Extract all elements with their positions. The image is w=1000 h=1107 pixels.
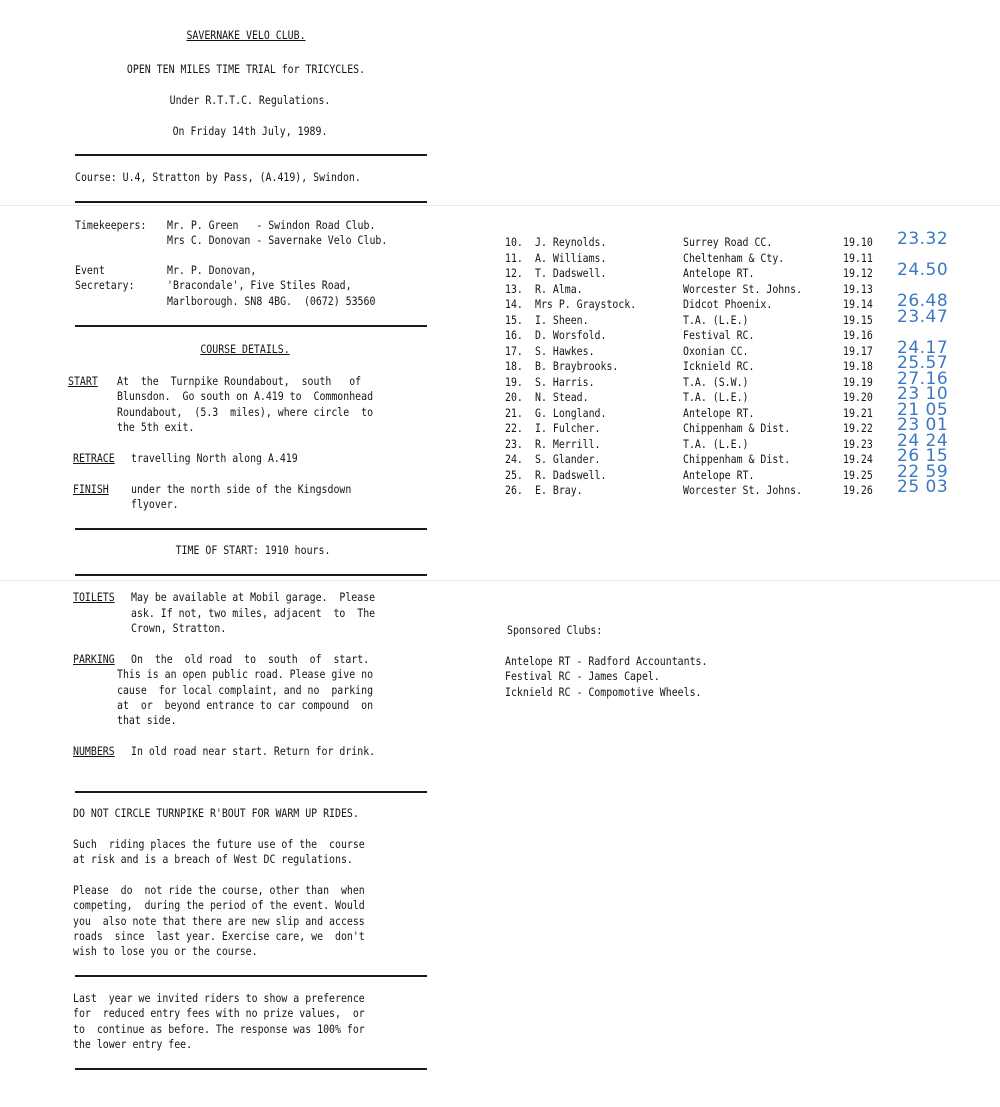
rider-number: 17. (505, 343, 523, 358)
start-list-row (505, 353, 965, 374)
warning-text-2: at risk and is a breach of West DC regulations. (73, 852, 353, 866)
divider (75, 528, 427, 530)
warning-text-7: wish to lose you or the course. (73, 944, 258, 958)
start-text-3: Roundabout, (5.3 miles), where circle to (117, 405, 374, 419)
rider-name: I. Fulcher. (535, 421, 601, 435)
rider-number: 11. (505, 250, 523, 265)
rider-number: 12. (505, 266, 523, 280)
rider-number: 25. (505, 467, 523, 482)
toilets-label: TOILETS (73, 590, 115, 604)
handwritten-result: 26 15 (897, 446, 949, 466)
retrace-text: travelling North along A.419 (131, 451, 298, 465)
start-time: 19.24 (843, 452, 873, 466)
warning-text-3: Please do not ride the course, other than when (73, 883, 365, 897)
rider-name: S. Hawkes. (535, 343, 595, 358)
rider-name: B. Braybrooks. (535, 359, 619, 373)
start-list-row (505, 430, 965, 452)
numbers-label: NUMBERS (73, 744, 115, 758)
timekeeper-2: Mrs C. Donovan - Savernake Velo Club. (167, 233, 388, 247)
toilets-text-3: Crown, Stratton. (131, 621, 227, 635)
start-list-row (505, 260, 965, 281)
start-time: 19.10 (843, 235, 873, 249)
start-time: 19.23 (843, 436, 873, 451)
divider (75, 791, 427, 793)
sponsors-heading: Sponsored Clubs: (507, 623, 603, 637)
toilets-text-1: May be available at Mobil garage. Please (131, 590, 376, 604)
rider-number: 22. (505, 421, 523, 435)
start-list-row (505, 477, 965, 498)
entry-fee-text-2: for reduced entry fees with no prize values, or (73, 1006, 365, 1020)
rider-name: N. Stead. (535, 390, 589, 404)
rider-number: 13. (505, 281, 523, 296)
rider-name: E. Bray. (535, 483, 583, 497)
numbers-text: In old road near start. Return for drink. (131, 744, 376, 758)
timekeepers-label: Timekeepers: (75, 218, 147, 232)
parking-text-1: On the old road to south of start. (131, 652, 370, 666)
finish-text-1: under the north side of the Kingsdown (131, 482, 352, 496)
rider-number: 26. (505, 483, 523, 497)
start-text-2: Blunsdon. Go south on A.419 to Commonhead (117, 389, 374, 403)
rider-name: T. Dadswell. (535, 266, 607, 280)
rider-club: Antelope RT. (683, 266, 755, 280)
handwritten-result: 25.57 (897, 353, 949, 373)
rider-club: Didcot Phoenix. (683, 297, 773, 311)
start-list-row (505, 327, 965, 343)
rider-name: J. Reynolds. (535, 235, 607, 249)
rider-club: Worcester St. Johns. (683, 483, 803, 497)
rider-name: R. Alma. (535, 281, 583, 296)
sponsor-item: Festival RC - James Capel. (505, 669, 660, 683)
start-list-row (505, 415, 965, 436)
rider-club: Chippenham & Dist. (683, 452, 791, 466)
rider-club: T.A. (L.E.) (683, 436, 749, 451)
event-date: On Friday 14th July, 1989. (172, 124, 328, 138)
start-time: 19.11 (843, 250, 873, 265)
start-time: 19.19 (843, 374, 873, 389)
rider-name: A. Williams. (535, 250, 607, 265)
start-time: 19.17 (843, 343, 873, 358)
rider-number: 14. (505, 297, 523, 311)
divider (75, 325, 427, 327)
parking-text-3: cause for local complaint, and no parking (117, 683, 374, 697)
start-list-row (505, 306, 965, 328)
finish-label: FINISH (73, 482, 109, 496)
handwritten-result: 26.48 (897, 291, 949, 311)
warning-text-4: competing, during the period of the event. Would (73, 898, 365, 912)
rider-number: 23. (505, 436, 523, 451)
rider-name: R. Dadswell. (535, 467, 607, 482)
handwritten-result: 25 03 (897, 477, 949, 497)
divider (75, 975, 427, 977)
retrace-label: RETRACE (73, 451, 115, 465)
start-time: 19.14 (843, 297, 873, 311)
rider-club: Antelope RT. (683, 467, 755, 482)
start-time: 19.15 (843, 312, 873, 327)
parking-label: PARKING (73, 652, 115, 666)
start-list-row (505, 250, 965, 266)
rider-number: 19. (505, 374, 523, 389)
handwritten-result: 22 59 (897, 461, 949, 482)
rider-name: Mrs P. Graystock. (535, 297, 637, 311)
entry-fee-text-3: to continue as before. The response was 100% for (73, 1022, 365, 1036)
start-time: 19.26 (843, 483, 873, 497)
start-list-row (505, 291, 965, 312)
club-title: SAVERNAKE VELO CLUB. (186, 28, 306, 42)
start-time: 19.16 (843, 328, 873, 342)
rider-club: Worcester St. Johns. (683, 281, 803, 296)
parking-text-4: at or beyond entrance to car compound on (117, 698, 374, 712)
rider-club: Oxonian CC. (683, 343, 749, 358)
event-title: OPEN TEN MILES TIME TRIAL for TRICYCLES. (126, 62, 366, 76)
rider-name: G. Longland. (535, 405, 607, 420)
sponsor-item: Icknield RC - Compomotive Wheels. (505, 685, 702, 699)
handwritten-result: 23.47 (897, 306, 949, 327)
rider-club: Antelope RT. (683, 405, 755, 420)
warm-up-warning: DO NOT CIRCLE TURNPIKE R'BOUT FOR WARM UP RIDES. (73, 806, 359, 820)
rider-club: T.A. (S.W.) (683, 374, 749, 389)
secretary-label-1: Event (75, 263, 105, 277)
rider-club: Icknield RC. (683, 359, 755, 373)
start-time: 19.20 (843, 390, 873, 404)
secretary-label-2: Secretary: (75, 278, 135, 292)
secretary-address: 'Bracondale', Five Stiles Road, (167, 278, 352, 292)
handwritten-result: 27.16 (897, 368, 949, 389)
start-text-4: the 5th exit. (117, 420, 195, 434)
course-details-heading: COURSE DETAILS. (200, 342, 290, 356)
start-label: START (68, 374, 98, 388)
rider-name: D. Worsfold. (535, 328, 607, 342)
entry-fee-text-1: Last year we invited riders to show a preference (73, 991, 365, 1005)
finish-text-2: flyover. (131, 497, 179, 511)
start-time: 19.21 (843, 405, 873, 420)
rider-club: T.A. (L.E.) (683, 390, 749, 404)
start-list-row (505, 281, 965, 297)
divider (75, 574, 427, 576)
toilets-text-2: ask. If not, two miles, adjacent to The (131, 606, 376, 620)
rider-club: T.A. (L.E.) (683, 312, 749, 327)
divider (75, 201, 427, 203)
secretary-town-phone: Marlborough. SN8 4BG. (0672) 53560 (167, 294, 376, 308)
rider-club: Festival RC. (683, 328, 755, 342)
handwritten-result: 23 10 (897, 384, 949, 404)
start-time: 19.12 (843, 266, 873, 280)
start-time: 19.13 (843, 281, 873, 296)
rider-number: 15. (505, 312, 523, 327)
handwritten-result: 24.50 (897, 260, 949, 280)
warning-text-6: roads since last year. Exercise care, we don't (73, 929, 365, 943)
start-list-row (505, 368, 965, 390)
handwritten-result: 21 05 (897, 399, 949, 420)
rider-number: 24. (505, 452, 523, 466)
rider-name: R. Merrill. (535, 436, 601, 451)
start-list-row (505, 461, 965, 483)
rider-club: Cheltenham & Cty. (683, 250, 785, 265)
timekeeper-1: Mr. P. Green - Swindon Road Club. (167, 218, 376, 232)
start-text-1: At the Turnpike Roundabout, south of (117, 374, 362, 388)
warning-text-1: Such riding places the future use of the course (73, 837, 365, 851)
start-list-row (505, 399, 965, 421)
sponsor-item: Antelope RT - Radford Accountants. (505, 654, 708, 668)
rider-number: 16. (505, 328, 523, 342)
divider (75, 154, 427, 156)
parking-text-2: This is an open public road. Please give no (117, 667, 374, 681)
rider-number: 21. (505, 405, 523, 420)
handwritten-result: 24 24 (897, 430, 949, 451)
rider-name: I. Sheen. (535, 312, 589, 327)
start-time: 19.25 (843, 467, 873, 482)
handwritten-result: 23 01 (897, 415, 949, 435)
rider-name: S. Harris. (535, 374, 595, 389)
rider-club: Chippenham & Dist. (683, 421, 791, 435)
start-list-row (505, 229, 965, 250)
rider-number: 20. (505, 390, 523, 404)
rider-club: Surrey Road CC. (683, 235, 773, 249)
start-list-row (505, 446, 965, 467)
start-time: 19.18 (843, 359, 873, 373)
start-time: 19.22 (843, 421, 873, 435)
divider (75, 1068, 427, 1070)
parking-text-5: that side. (117, 713, 177, 727)
rider-number: 10. (505, 235, 523, 249)
handwritten-result: 23.32 (897, 229, 949, 249)
entry-fee-text-4: the lower entry fee. (73, 1037, 193, 1051)
course-line: Course: U.4, Stratton by Pass, (A.419), Swindon. (75, 170, 361, 184)
time-of-start: TIME OF START: 1910 hours. (175, 543, 331, 557)
start-list-row (505, 337, 965, 359)
warning-text-5: you also note that there are new slip and access (73, 914, 365, 928)
handwritten-result: 24.17 (897, 337, 949, 358)
secretary-name: Mr. P. Donovan, (167, 263, 257, 277)
rider-name: S. Glander. (535, 452, 601, 466)
regulations-line: Under R.T.T.C. Regulations. (169, 93, 331, 107)
rider-number: 18. (505, 359, 523, 373)
start-list-row (505, 384, 965, 405)
